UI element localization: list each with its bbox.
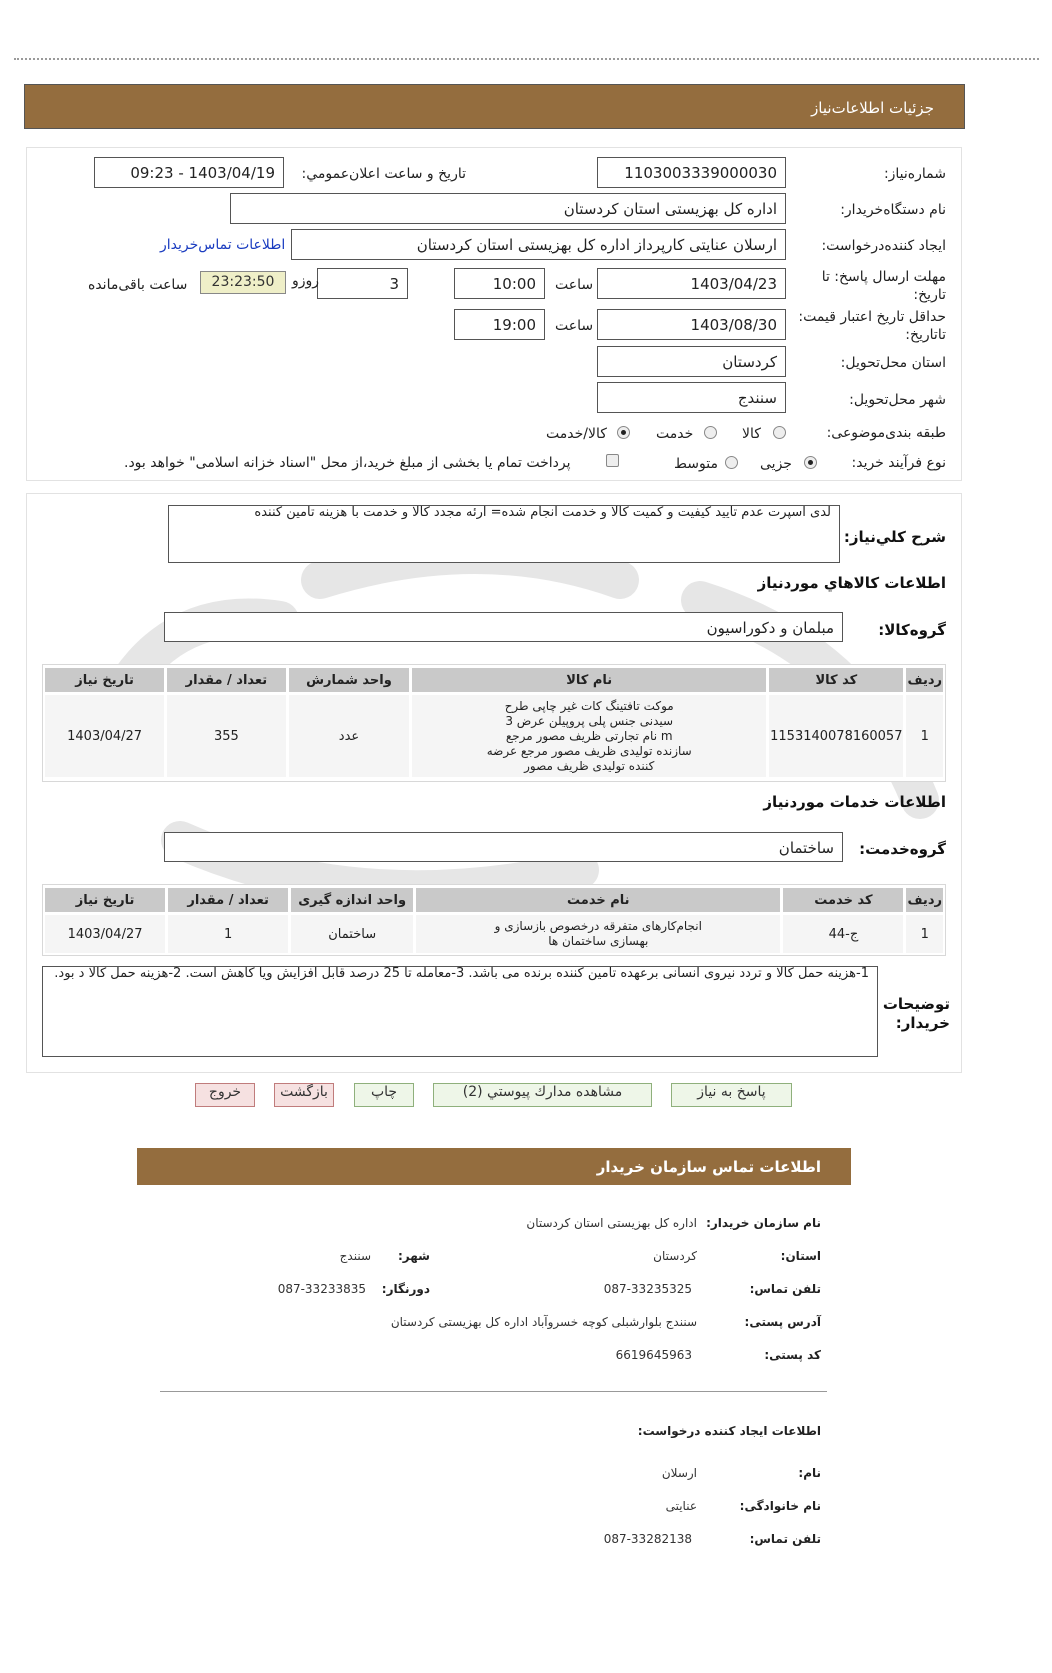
services-table — [42, 885, 946, 956]
need-number-field: 1103003339000030 — [597, 157, 786, 188]
process-option-minor: جزیی — [760, 456, 792, 472]
contact-postal-label: کد پستی: — [764, 1348, 821, 1362]
goods-col-code: کد کالا — [769, 668, 903, 692]
category-radio-service[interactable] — [704, 426, 717, 439]
services-col-qty: تعداد / مقدار — [168, 888, 288, 912]
services-col-index: ردیف — [906, 888, 943, 912]
services-col-name: نام خدمت — [416, 888, 780, 912]
services-cell-date: 1403/04/27 — [45, 915, 165, 953]
page-title: جزئیات اطلاعات‌نیاز — [811, 99, 934, 117]
services-cell-code: ج-44 — [783, 915, 903, 953]
creator-phone-label: تلفن تماس: — [749, 1532, 821, 1546]
top-divider — [14, 58, 1039, 60]
contact-city-value: سنندج — [339, 1249, 371, 1263]
contact-phone-value: 087-33235325 — [603, 1282, 692, 1296]
contact-province-label: استان: — [780, 1249, 821, 1263]
category-option-goods-service: کالا/خدمت — [546, 426, 607, 442]
creator-first-label: نام: — [798, 1466, 821, 1480]
goods-name-line: سازنده تولیدی ظریف مصور مرجع عرضه — [486, 743, 692, 758]
services-cell-name — [416, 915, 780, 953]
goods-cell-qty: 355 — [167, 695, 285, 777]
goods-table — [42, 665, 946, 780]
creator-phone-value: 087-33282138 — [603, 1532, 692, 1546]
services-cell-qty: 1 — [168, 915, 288, 953]
contact-org-label: نام سازمان خریدار: — [706, 1216, 821, 1230]
creator-last-label: نام خانوادگی: — [739, 1499, 821, 1513]
need-number-label: شماره‌نیاز: — [883, 166, 946, 182]
process-radio-medium[interactable] — [725, 456, 738, 469]
attachments-button[interactable]: مشاهده مدارك پیوستي (2) — [433, 1083, 652, 1107]
contact-title: اطلاعات تماس سازمان خریدار — [596, 1158, 821, 1176]
category-option-goods: کالا — [742, 426, 761, 442]
creator-last-value: عنایتی — [665, 1499, 697, 1513]
deadline-time-field: 10:00 — [454, 268, 545, 299]
buyer-name-field: اداره کل بهزیستی استان کردستان — [230, 193, 786, 224]
deadline-time-label: ساعت — [555, 277, 594, 293]
process-radio-minor[interactable] — [804, 456, 817, 469]
contact-fax-value: 087-33233835 — [277, 1282, 366, 1296]
creator-label: ایجاد کننده‌درخواست: — [821, 238, 946, 254]
goods-section-title: اطلاعات کالاهاي موردنیاز — [757, 574, 946, 592]
services-group-label: گروه‌خدمت: — [859, 840, 946, 858]
province-label: استان محل‌تحویل: — [840, 355, 946, 371]
buyer-notes-label: توضیحات خریدار: — [882, 995, 950, 1032]
deadline-date-field: 1403/04/23 — [597, 268, 786, 299]
goods-group-field: مبلمان و دکوراسیون — [164, 612, 843, 642]
contact-divider — [160, 1391, 827, 1392]
process-option-medium: متوسط — [674, 456, 718, 472]
goods-cell-code: 1153140078160057 — [769, 695, 903, 777]
reply-button[interactable]: پاسخ به نیاز — [671, 1083, 792, 1107]
announce-date-field: 1403/04/19 - 09:23 — [94, 157, 284, 188]
services-col-code: کد خدمت — [783, 888, 903, 912]
services-col-unit: واحد اندازه گیری — [291, 888, 413, 912]
description-label: شرح کلي‌نیاز: — [843, 528, 946, 546]
goods-col-date: تاریخ نیاز — [45, 668, 164, 692]
days-field: 3 — [317, 268, 408, 299]
goods-col-qty: تعداد / مقدار — [167, 668, 285, 692]
province-field: کردستان — [597, 346, 786, 377]
contact-fax-label: دورنگار: — [381, 1282, 430, 1296]
validity-label: حداقل تاریخ اعتبار قیمت: تاتاریخ: — [798, 309, 946, 343]
page-header — [24, 84, 965, 129]
deadline-label: مهلت ارسال پاسخ: تا تاریخ: — [821, 269, 946, 303]
goods-name-line: سیدنی جنس پلی پروپیلن عرض 3 — [505, 713, 674, 728]
goods-col-index: ردیف — [906, 668, 943, 692]
announce-date-label: تاریخ و ساعت اعلان‌عمومي: — [301, 166, 466, 182]
contact-org-value: اداره کل بهزیستی استان کردستان — [526, 1216, 697, 1230]
process-label: نوع فرآیند خرید: — [851, 455, 946, 471]
city-label: شهر محل‌تحویل: — [849, 392, 946, 408]
validity-date-field: 1403/08/30 — [597, 309, 786, 340]
services-section-title: اطلاعات خدمات موردنیاز — [763, 793, 946, 811]
buyer-name-label: نام دستگاه‌خریدار: — [840, 202, 946, 218]
treasury-payment-note: پرداخت تمام یا بخشی از مبلغ خرید،از محل "اسناد خزانه اسلامی" خواهد بود. — [124, 455, 571, 471]
remaining-label: ساعت باقی‌مانده — [88, 277, 188, 293]
services-group-field: ساختمان — [164, 832, 843, 862]
goods-cell-date: 1403/04/27 — [45, 695, 164, 777]
contact-header — [137, 1148, 851, 1185]
goods-col-name: نام کالا — [412, 668, 766, 692]
services-name-line: بهسازی ساختمان ها — [548, 934, 649, 948]
print-button[interactable]: چاپ — [354, 1083, 414, 1107]
category-option-service: خدمت — [656, 426, 694, 442]
goods-cell-unit: عدد — [289, 695, 410, 777]
goods-group-label: گروه‌کالا: — [878, 621, 946, 639]
services-cell-unit: ساختمان — [291, 915, 413, 953]
contact-province-value: کردستان — [653, 1249, 697, 1263]
services-name-line: انجام‌کارهای متفرقه درخصوص بازسازی و — [494, 919, 702, 933]
goods-name-line: m نام تجارتی ظریف مصور مرجع — [505, 728, 673, 743]
contact-postal-value: 6619645963 — [615, 1348, 692, 1362]
services-col-date: تاریخ نیاز — [45, 888, 165, 912]
remaining-timer: 23:23:50 — [200, 271, 286, 294]
validity-time-field: 19:00 — [454, 309, 545, 340]
contact-address-label: آدرس پستی: — [744, 1315, 821, 1329]
description-textarea[interactable]: لدی اسپرت عدم تایید کیفیت و کمیت کالا و خدمت انجام شده= ارئه مجدد کالا و خدمت با هزینه تامین کننده — [168, 505, 840, 563]
treasury-payment-checkbox[interactable] — [606, 454, 619, 467]
exit-button[interactable]: خروج — [195, 1083, 255, 1107]
goods-cell-name — [412, 695, 766, 777]
validity-time-label: ساعت — [555, 318, 594, 334]
buyer-notes-textarea[interactable]: 1-هزینه حمل کالا و تردد نیروی انسانی برعهده تامین کننده برنده می باشد. 3-معامله تا 25 درصد قابل افزایش ویا کاهش است. 2-هزینه حمل کالا د بود. — [42, 966, 878, 1057]
goods-name-line: موکت تافتینگ کات غیر چاپی طرح — [504, 698, 674, 713]
category-radio-goods[interactable] — [773, 426, 786, 439]
buyer-contact-link[interactable]: اطلاعات تماس‌خریدار — [160, 237, 286, 253]
goods-col-unit: واحد شمارش — [289, 668, 410, 692]
table-row — [45, 915, 943, 953]
table-row — [45, 695, 943, 777]
creator-first-value: ارسلان — [661, 1466, 697, 1480]
contact-phone-label: تلفن تماس: — [749, 1282, 821, 1296]
days-label: روزو — [292, 273, 320, 289]
goods-name-line: کننده تولیدی ظریف مصور — [524, 758, 655, 773]
services-cell-index: 1 — [906, 915, 943, 953]
contact-address-value: سنندج بلوارشبلی کوچه خسروآباد اداره کل بهزیستی کردستان — [390, 1315, 697, 1329]
goods-cell-index: 1 — [906, 695, 943, 777]
city-field: سنندج — [597, 382, 786, 413]
creator-info-title: اطلاعات ایجاد کننده درخواست: — [637, 1424, 821, 1438]
creator-field: ارسلان عنایتی کارپرداز اداره کل بهزیستی استان کردستان — [291, 229, 786, 260]
contact-city-label: شهر: — [398, 1249, 430, 1263]
back-button[interactable]: بازگشت — [274, 1083, 334, 1107]
category-radio-goods-service[interactable] — [617, 426, 630, 439]
category-label: طبقه بندی‌موضوعی: — [826, 425, 946, 441]
